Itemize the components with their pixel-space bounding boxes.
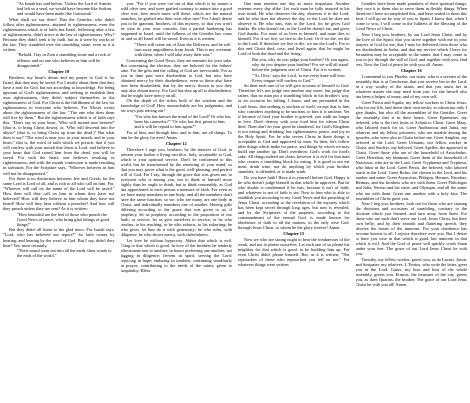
body-paragraph: Greet Prisca and Aquila, my fellow workers in Christ Jesus, who for my life, laid down their own necks; to whom not only I give thanks, but also all the assemblies of the Gentiles. Greet the assembly that is in their house. Greet Epaenetus, my beloved, who is the first fruits of Achaia to Christ. Greet Mary, who labored much for us. Greet Andronicus and Junia, my relatives and my fellow prisoners, who are notable among the apostles, who were also in Christ before me. Greet Amplias, my beloved in the Lord. Greet Urbanus, our fellow worker in Christ, and Stachys, my beloved. Greet Apelles, the approved in Christ. Greet those who are of the household of Aristobulus. Greet Herodion, my kinsman. Greet them of the household of Narcissus, who are in the Lord. Greet Tryphaena and Tryphosa, who labor in the Lord. Greet Persis, the beloved, who labored much in the Lord. Greet Rufus, the chosen in the Lord, and his mother and mine. Greet Asyncritus, Phlegon, Hermes, Patrobas, Hermas, and the brothers who are with them. Greet Philologus and Julia, Nereus and his sister, and Olympas, and all the saints who are with them. Greet one another with a holy kiss. The assemblies of Christ greet you. (355, 99, 467, 201)
body-paragraph: you. "For if you were cut out of that which is by nature a wild olive tree, and were grafted contrary to nature into a good olive tree, how much more will these, which are the natural branches, be grafted into their own olive tree? For I don't desire you to be ignorant, brothers, of this mystery, so that you won't be wise in your own conceits, that a partial hardening has happened to Israel, until the fullness of the Gentiles has come in, and so all Israel will be saved. Even as it is written, (120, 1, 232, 42)
body-paragraph: Therefore I urge you, brothers, by the mercies of God, to present your bodies a living sacrifice, holy, acceptable to God, which is your spiritual service. Don't be conformed to this world, but be transformed by the renewing of your mind, so that you may prove what is the good, well-pleasing, and perfect will of God. For I say, through the grace that was given me, to everyone who is among you, not to think of himself more highly than he ought to think; but to think reasonably, as God has apportioned to each person a measure of faith. For even as we have many members in one body, and all the members don't have the same function, so we, who are many, are one body in Christ, and individually members one of another. Having gifts differing according to the grace that was given to us, if prophecy, let us prophesy according to the proportion of our faith; or service, let us give ourselves to service; or he who teaches, to his teaching; or he who exhorts, to his exhorting: he who gives, let him do it with generosity; he who rules, with diligence; he who shows mercy, with cheerfulness. (120, 146, 232, 238)
body-paragraph: Now I beg you, brothers, look out for those who are causing the divisions and occasions of stumbling, contrary to the doctrine which you learned, and turn away from them. For those who are such don't serve our Lord, Jesus Christ, but their own belly; and by their smooth and flattering speech, they deceive the hearts of the innocent. For your obedience has become known to all. I rejoice therefore over you. But I desire to have you wise in that which is good, but innocent in that which is evil. And the God of peace will quickly crush Satan under your feet. The grace of our Lord Jesus Christ be with you. (355, 200, 467, 257)
body-paragraph: Timothy, my fellow worker, greets you, as do Lucius, Jason, and Sosipater, my relatives. I, Tertius, who write the letter, greet you in the Lord. Gaius, my host and host of the whole assembly, greets you. Erastus, the treasurer of the city, greets you, as does Quartus, the brother. The grace of our Lord Jesus Christ be with you all! Amen. (355, 256, 467, 288)
chapter-heading: Chapter 10 (48, 68, 70, 74)
body-paragraph: For there is no distinction between Jew and Greek; for the same Lord is Lord of all, and is rich to all who call on him. For, "Whoever will call on the name of the Lord will be saved." How then will they call on him in whom they have not believed? How will they believe in him whom they have not heard? How will they hear without a preacher? And how will they preach unless they are sent? As it is written: (3, 175, 115, 212)
body-paragraph: Now I beg you, brothers, by our Lord Jesus Christ, and by the love of the Spirit, that you strive together with me in your prayers to God for me, that I may be delivered from those who are disobedient in Judea, and that my service which I have for Jerusalem may be acceptable to the saints; that I may come to you in joy through the will of God, and together with you, find rest. Now the God of peace be with you all. Amen. (355, 31, 467, 67)
body-paragraph: Let love be without hypocrisy. Abhor that which is evil. Cling to that which is good. In love of the brothers be tenderly affectionate one to another; in honor preferring one another; not lagging in diligence; fervent in spirit; serving the Lord; rejoicing in hope; enduring in troubles; continuing steadfastly in prayer; contributing to the needs of the saints; given to hospitality. Bless (120, 237, 232, 274)
body-paragraph: Do you have faith? Have it to yourself before God. Happy is he who doesn't judge himself in that which he approves. But he who doubts is condemned if he eats, because it isn't of faith; and whatever is not of faith is sin. Now to him who is able to establish you according to my Good News and the preaching of Jesus Christ, according to the revelation of the mystery which has been kept secret through long ages, but now is revealed, and by the Scriptures of the prophets, according to the commandment of the eternal God, is made known for obedience of faith to all the nations; to the only wise God, through Jesus Christ, to whom be the glory forever! Amen. (238, 174, 350, 231)
body-paragraph: For of him, and through him, and to him, are all things. To him be the glory for ever! Amen. (120, 129, 232, 140)
body-paragraph: Oh the depth of the riches both of the wisdom and the knowledge of God! How unsearchable are his judgments, and his ways past tracing out! (120, 98, 232, 114)
verse-quote: "Their sound went out into all the earth, their words to the ends of the world." (17, 247, 112, 259)
body-paragraph: But they didn't all listen to the glad news. For Isaiah says, "Lord, who has believed our report?" So faith comes by hearing, and hearing by the word of God. But I say, didn't they hear? Yes, most certainly, (3, 227, 115, 248)
verse-quote: "'As I live,' says the Lord, 'to me every knee will bow. Every tongue will confess to God.'" (252, 72, 346, 83)
body-paragraph: Brothers, my heart's desire and my prayer to God is for Israel, that they may be saved. For I testify about them that they have a zeal for God, but not according to knowledge. For being ignorant of God's righteousness, and seeking to establish their own righteousness, they didn't subject themselves to the righteousness of God. For Christ is the fulfillment of the law for righteousness to everyone who believes. For Moses writes about the righteousness of the law, "The one who does them will live by them." But the righteousness which is of faith says this, "Don't say in your heart, 'Who will ascend into heaven?' (that is, to bring Christ down); or, 'Who will descend into the abyss?' (that is, to bring Christ up from the dead.)" But what does it say? "The word is near you, in your mouth, and in your heart;" that is, the word of faith which we preach: that if you will confess with your mouth that Jesus is Lord, and believe in your heart that God raised him from the dead, you will be saved. For with the heart, one believes resulting in righteousness; and with the mouth confession is made resulting in salvation. For the Scripture says, "Whoever believes in him will not be disappointed." (3, 74, 115, 176)
verse-quote: "For who has known the mind of the Lord? Or who has been his counselor?" "Or who has first given to him, and it will be repaid to him again?" (134, 113, 231, 129)
body-paragraph: I commend to you Phoebe, our sister, who is a servant of the assembly that is at Cenchreae, that you receive her in the Lord, in a way worthy of the saints, and that you assist her in whatever matter she may need from you, for she herself also has been a helper of many, and of my own self. (355, 74, 467, 100)
chapter-heading: Chapter 15 (283, 231, 305, 237)
body-paragraph: Concerning the Good News, they are enemies for your sake. But concerning the election, they are beloved for the fathers' sake. For the gifts and the calling of God are irrevocable. For as you in time past were disobedient to God, but now have obtained mercy by their disobedience, even so these also have now been disobedient, that by the mercy shown to you they may also obtain mercy. For God has shut up all to disobedience, that he might have mercy on all. (120, 57, 232, 98)
column-far-right (356, 1, 468, 403)
verse-quote: But you, why do you judge your brother? Or you again, why do you despise your brother? For we will all stand before the judgment seat of Christ. For it is written, (252, 56, 349, 72)
body-paragraph: One man esteems one day as more important. Another esteems every day alike. Let each man be fully assured in his own mind. He who observes the day, observes it to the Lord; and he who does not observe the day, to the Lord he does not observe it. He who eats, eats to the Lord, for he gives God thanks. He who doesn't eat, to the Lord he doesn't eat, and gives God thanks. For none of us lives to himself, and none dies to himself. For if we live, we live to the Lord. Or if we die, we die to the Lord. If therefore we live or die, we are the Lord's. For to this end Christ died, rose, and lived again, that he might be Lord of both the dead and the living. (238, 1, 350, 57)
body-paragraph: So then each one of us will give account of himself to God. Therefore let's not judge one another any more, but judge this rather, that no man put a stumbling block in his brother's way, or an occasion for falling. I know, and am persuaded in the Lord Jesus, that nothing is unclean of itself; except that to him who considers anything to be unclean, to him it is unclean. Yet if because of food your brother is grieved, you walk no longer in love. Don't destroy with your food him for whom Christ died. Then don't let your good be slandered, for God's Kingdom is not eating and drinking, but righteousness, peace, and joy in the Holy Spirit. For he who serves Christ in these things is acceptable to God and approved by men. So then, let's follow after things which make for peace, and things by which we may build one another up. Don't overthrow God's work for food's sake. All things indeed are clean, however it is evil for that man who creates a stumbling block by eating. It is good to not eat meat, drink wine, nor do anything by which your brother stumbles, is offended, or is made weak. (238, 83, 350, 175)
column-left (3, 1, 115, 403)
chapter-heading: Chapter 16 (400, 68, 422, 74)
verse-quote: "There will come out of Zion the Deliverer, and he will turn away ungodliness from Jacob. This is my covenant with them, when I will take away their sins." (134, 41, 232, 57)
body-paragraph: Now we who are strong ought to bear the weaknesses of the weak, and not to please ourselves. Let each one of us please his neighbor for that which is good, to be building him up. For even Christ didn't please himself. But, as it is written, "The reproaches of those who reproached you fell on me." For whatever things were written (238, 237, 350, 268)
body-paragraph: What shall we say then? That the Gentiles, who didn't follow after righteousness, attained to righteousness, even the righteousness which is of faith; but Israel, following after a law of righteousness, didn't arrive at the law of righteousness. Why? Because they didn't seek it by faith, but as it were by works of the law. They stumbled over the stumbling stone; even as it is written, (3, 16, 115, 53)
verse-quote: "Behold, I lay in Zion a stumbling stone and a rock of offense; and no one who believes in him will be disappointed." (17, 52, 111, 68)
chapter-heading: Chapter 12 (165, 140, 187, 146)
column-middle (121, 1, 233, 403)
column-right (238, 1, 350, 403)
verse-quote: "As Isaiah has said before, 'Unless the Lord of Armies had left us a seed, we would have become like Sodom, and would have been made like Gomorrah.' (17, 1, 113, 17)
verse-quote: "How beautiful are the feet of those who preach the Good News of peace, who bring glad tidings of good things!" (17, 211, 110, 227)
body-paragraph: Gentiles have been made partakers of their spiritual things, they owe it to them also to serve them in fleshly things. When therefore I have accomplished this, and have sealed to them this fruit, I will go on by way of you to Spain. I know that, when I come to you, I will come in the fullness of the blessing of the Good News of Christ. (355, 1, 467, 32)
